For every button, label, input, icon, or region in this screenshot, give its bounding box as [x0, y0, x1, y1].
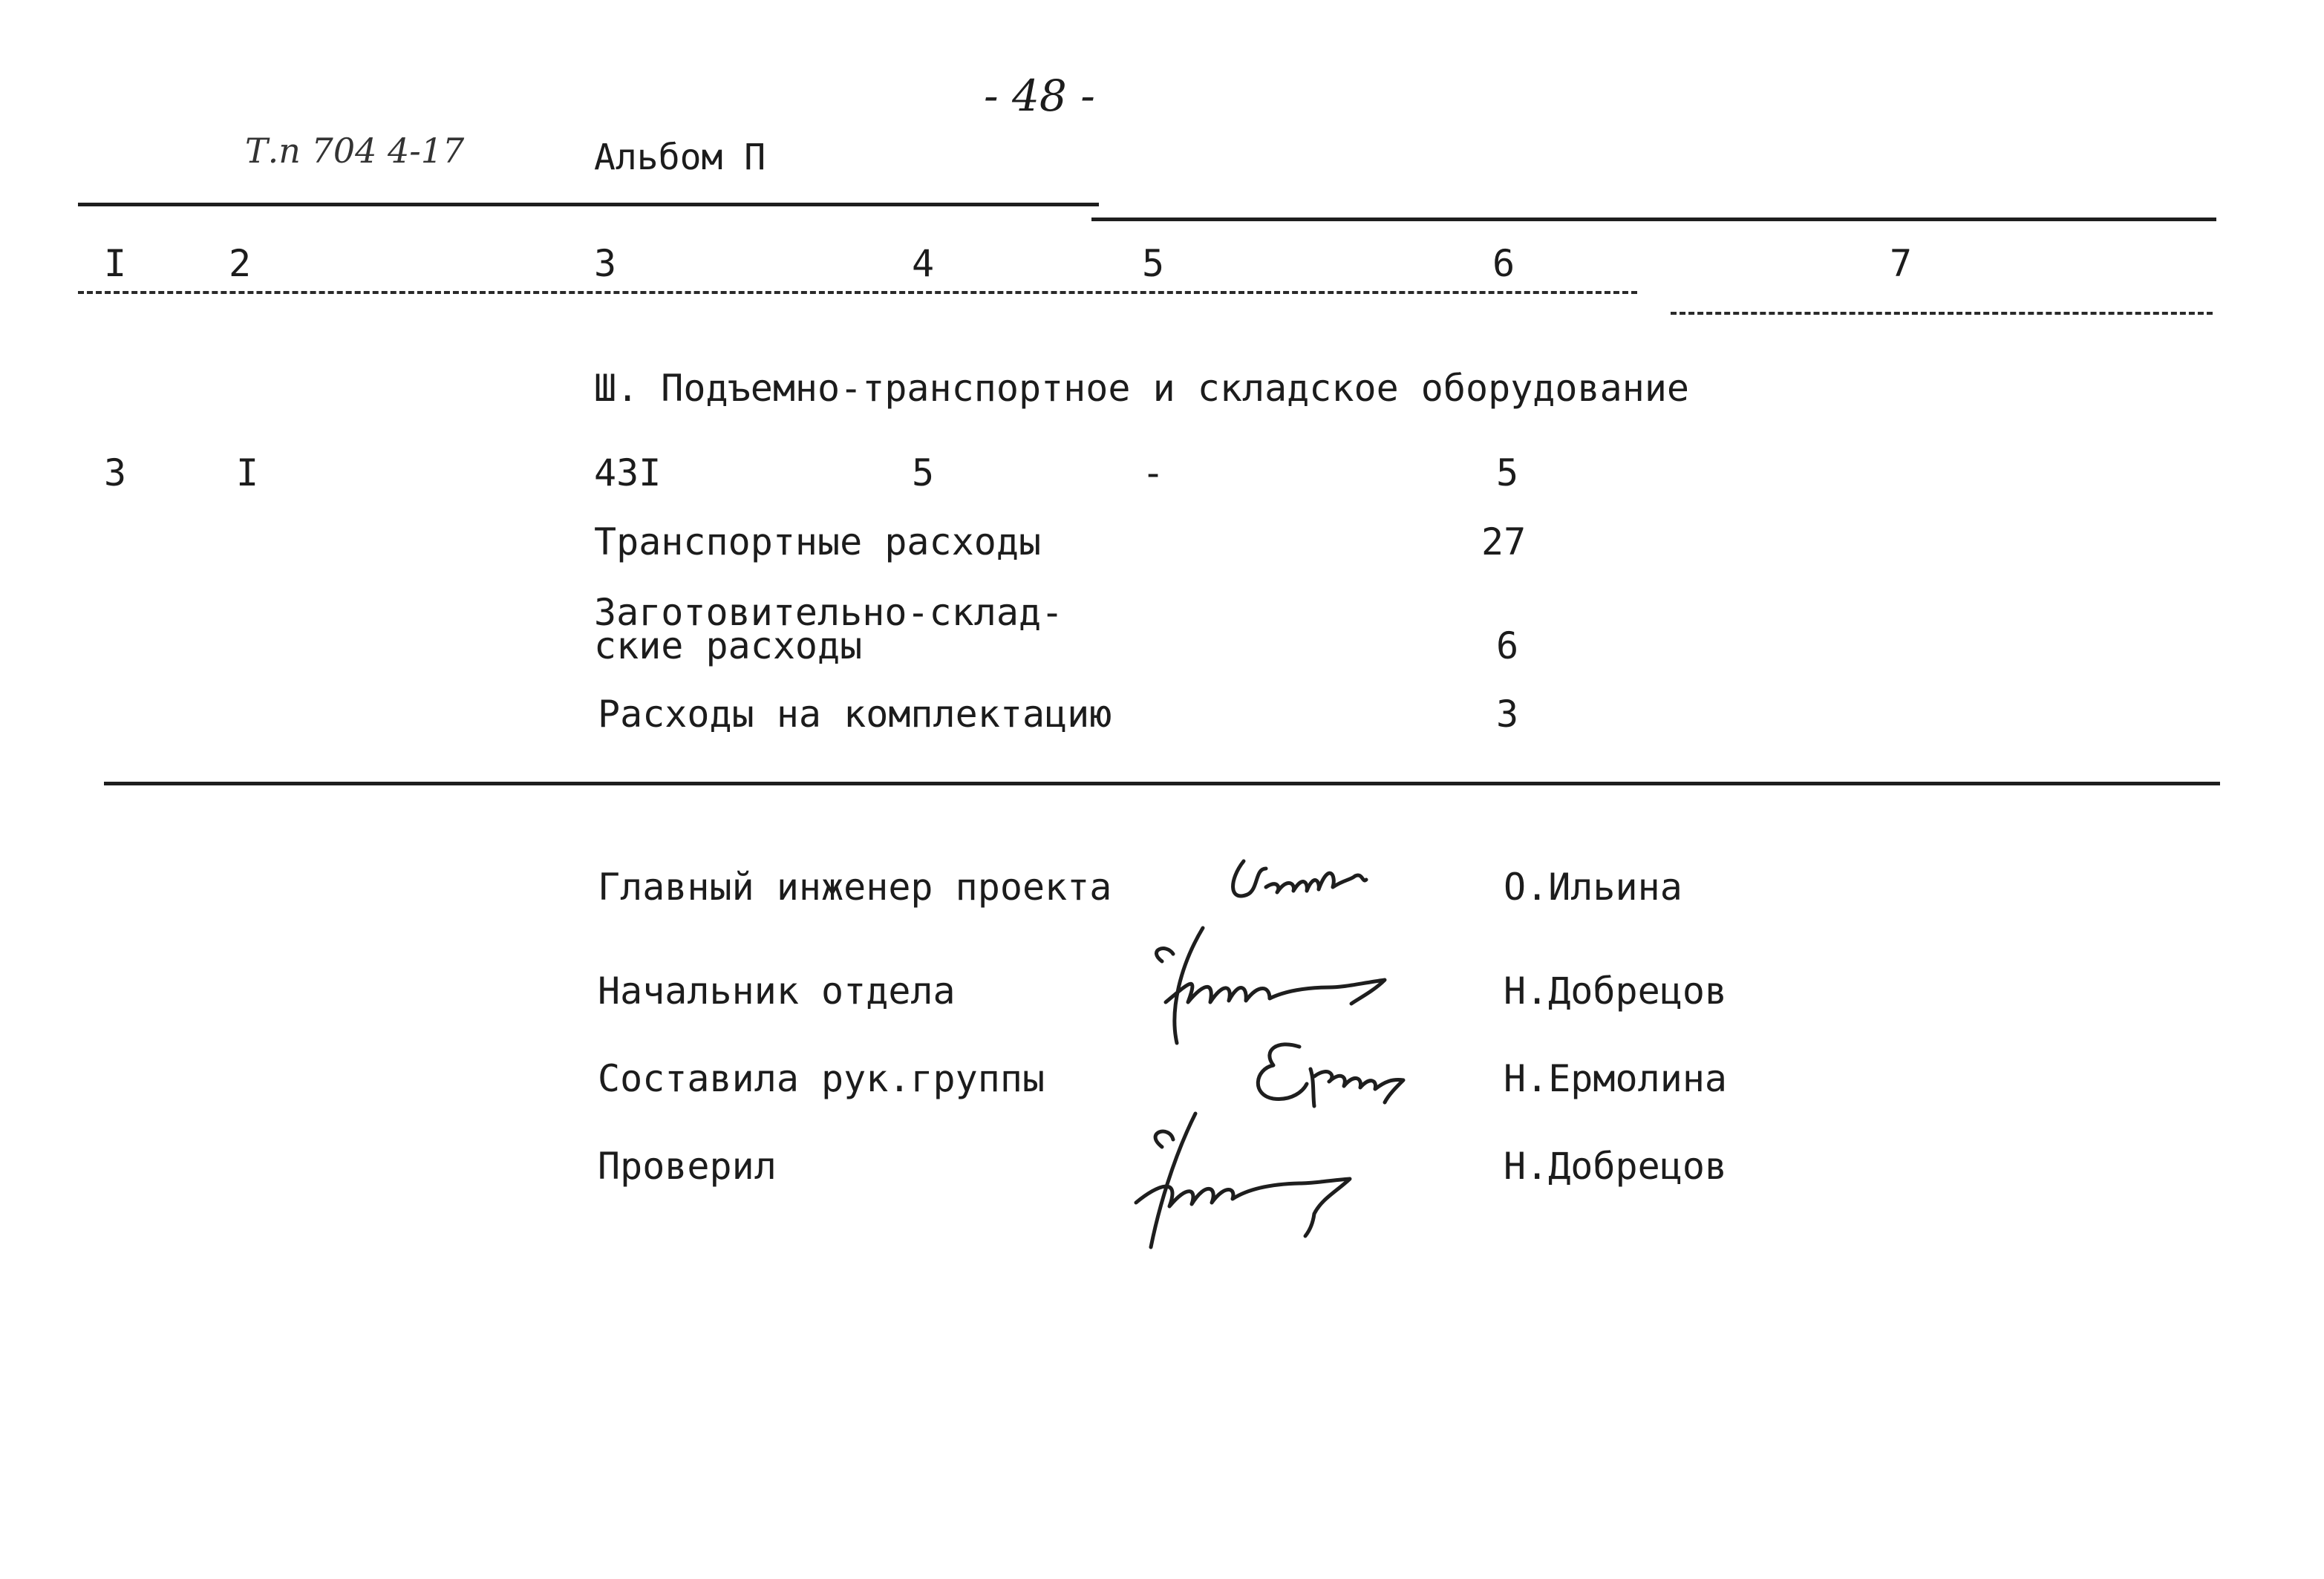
name-chief-engineer: О.Ильина: [1504, 866, 1682, 909]
procurement-costs-label-line2: ские расходы: [594, 624, 863, 667]
column-header-7: 7: [1890, 242, 1913, 285]
table-bottom-rule: [104, 782, 2220, 785]
completion-costs-label: Расходы на комплектацию: [598, 693, 1112, 736]
completion-costs-value: 3: [1496, 693, 1519, 736]
signature-ilyina: [1225, 846, 1396, 913]
cell-col2: I: [236, 451, 259, 494]
procurement-costs-label-line1: Заготовительно-склад-: [594, 591, 1064, 634]
header-bottom-rule-right: [1671, 312, 2213, 315]
table-top-rule: [78, 203, 1099, 206]
page-number: - 48 -: [984, 71, 1095, 121]
transport-costs-label: Транспортные расходы: [594, 520, 1042, 563]
name-department-head: Н.Добрецов: [1504, 970, 1728, 1013]
column-header-5: 5: [1142, 242, 1165, 285]
cell-col5: -: [1142, 451, 1165, 494]
section-title: Ш. Подъемно-транспортное и складское оборудование: [594, 367, 1690, 410]
cell-col3: 43I: [594, 451, 662, 494]
role-chief-engineer: Главный инженер проекта: [598, 866, 1112, 909]
column-header-4: 4: [912, 242, 935, 285]
role-department-head: Начальник отдела: [598, 970, 956, 1013]
procurement-costs-value: 6: [1496, 624, 1519, 667]
album-label: Альбом П: [594, 137, 766, 178]
table-top-rule-right: [1091, 218, 2216, 221]
column-header-2: 2: [229, 242, 252, 285]
project-code: Т.п 704 4-17: [245, 131, 465, 171]
cell-col1: 3: [104, 451, 127, 494]
transport-costs-value: 27: [1481, 520, 1527, 563]
column-header-1: I: [104, 242, 127, 285]
cell-col6: 5: [1496, 451, 1519, 494]
signature-dobretsov-1: [1136, 921, 1411, 1047]
signature-dobretsov-2: [1114, 1106, 1366, 1255]
role-checked-by: Проверил: [598, 1145, 777, 1188]
cell-col4: 5: [912, 451, 935, 494]
role-group-lead: Составила рук.группы: [598, 1057, 1045, 1100]
column-header-6: 6: [1492, 242, 1515, 285]
header-bottom-rule: [78, 291, 1637, 294]
name-group-lead: Н.Ермолина: [1504, 1057, 1728, 1100]
column-header-3: 3: [594, 242, 617, 285]
name-checked-by: Н.Добрецов: [1504, 1145, 1728, 1188]
